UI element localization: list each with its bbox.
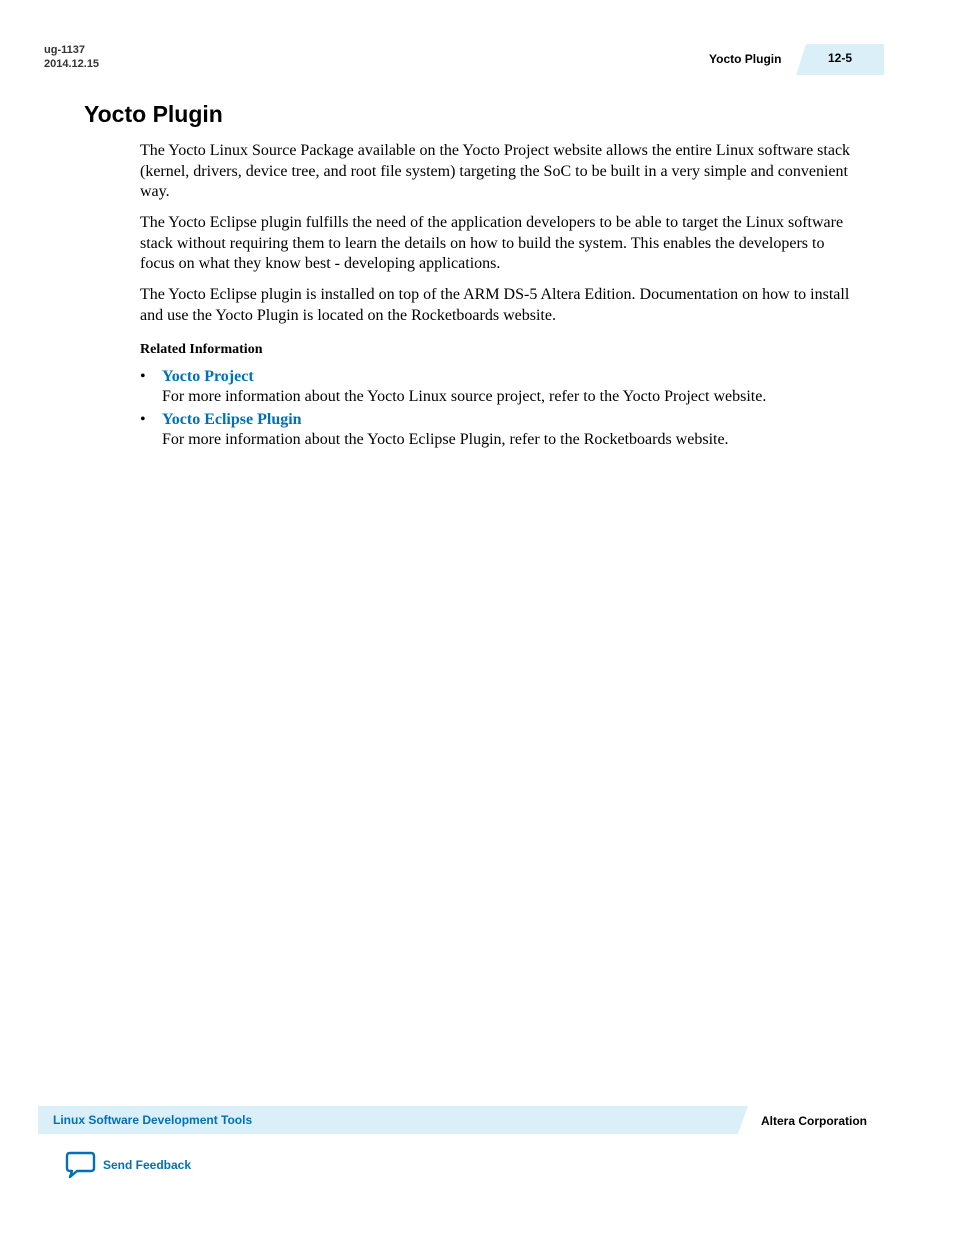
link-description: For more information about the Yocto Eclipse Plugin, refer to the Rocketboards website. (162, 431, 729, 448)
page-number-tab (796, 44, 884, 75)
footer-band (38, 1106, 748, 1134)
bullet-icon: • (140, 367, 146, 385)
main-content (140, 141, 860, 453)
footer-document-title: Linux Software Development Tools (53, 1113, 253, 1127)
speech-bubble-icon (65, 1151, 96, 1179)
running-header-title: Yocto Plugin (709, 52, 782, 66)
paragraph-2: The Yocto Eclipse plugin fulfills the need of the application developers to be able to target the Linux software stack without requiring them to learn the details on how to build the system. This enables the developers to focus on what they know best - developing applications. (140, 214, 844, 272)
doc-date: 2014.12.15 (44, 58, 100, 70)
send-feedback-button[interactable] (65, 1150, 191, 1180)
bullet-icon: • (140, 410, 146, 428)
link-description: For more information about the Yocto Linux source project, refer to the Yocto Project website. (162, 388, 767, 405)
page-title: Yocto Plugin (84, 101, 223, 127)
related-links-list (140, 367, 860, 451)
paragraph-1: The Yocto Linux Source Package available on the Yocto Project website allows the entire Linux software stack (kernel, drivers, device tree, and root file system) targeting the SoC to be built in a very simple and convenient way. (140, 142, 851, 200)
page-number: 12-5 (827, 51, 853, 65)
paragraph-3: The Yocto Eclipse plugin is installed on top of the ARM DS-5 Altera Edition. Documentation on how to install and use the Yocto Plugin is located on the Rocketboards website. (140, 286, 850, 324)
yocto-eclipse-plugin-link[interactable]: Yocto Eclipse Plugin (162, 410, 302, 428)
doc-number: ug-1137 (44, 44, 85, 56)
list-item (140, 410, 860, 451)
send-feedback-label: Send Feedback (103, 1158, 192, 1172)
related-information-heading: Related Information (140, 342, 263, 357)
document-id (44, 43, 99, 71)
footer-corporation: Altera Corporation (761, 1114, 868, 1128)
yocto-project-link[interactable]: Yocto Project (162, 367, 254, 385)
list-item (140, 367, 860, 408)
